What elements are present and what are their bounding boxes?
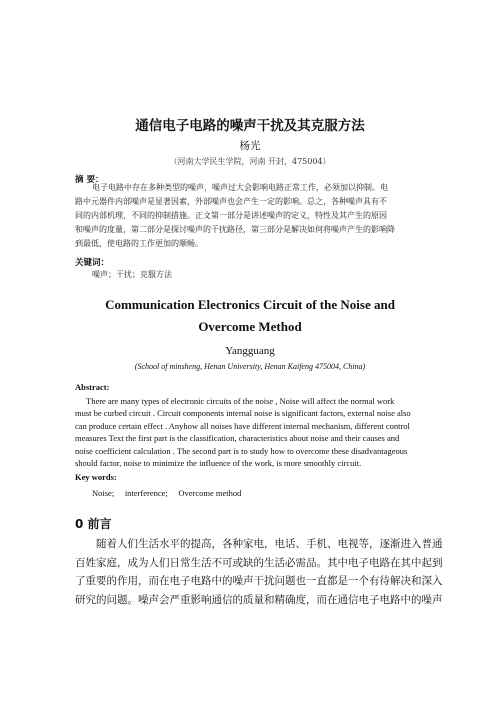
english-affiliation: (School of minsheng, Henan University, Henan Kaifeng 475004, China) (134, 362, 366, 371)
english-abstract-line: There are many types of electronic circuits of the noise , Noise will affect the normal work (86, 396, 395, 406)
chinese-abstract-line: 电子电路中存在多种类型的噪声，噪声过大会影响电路正常工作，必须加以抑制。电 (92, 183, 388, 192)
english-abstract-line: noise coefficient calculation . The second part is to study how to overcome these disadvantageous (75, 445, 408, 456)
english-abstract-line: measures Text the first part is the classification, characteristics about noise and their causes and (75, 433, 400, 444)
introduction-line: 研究的问题。噪声会严重影响通信的质量和精确度，而在通信电子电路中的噪声 (75, 593, 443, 606)
chinese-abstract-line: 和噪声的度量，第二部分是探讨噪声的干扰路径，第三部分是解决如何将噪声产生的影响降 (75, 225, 395, 234)
chinese-title: 通信电子电路的噪声干扰及其克服方法 (135, 118, 365, 134)
chinese-affiliation: （河南大学民生学院，河南 开封，475004） (169, 157, 331, 166)
english-title-line: Communication Electronics Circuit of the Noise and (105, 297, 395, 312)
chinese-abstract (75, 181, 435, 251)
english-author: Yangguang (225, 345, 275, 357)
english-keywords-label: Key words: (75, 472, 117, 482)
chinese-author: 杨光 (239, 140, 261, 152)
english-abstract-line: must be curbed circuit . Circuit components internal noise is significant factors, external noise also (75, 408, 411, 419)
chinese-abstract-line: 到最低，使电路的工作更加的顺畅。 (75, 239, 203, 248)
english-abstract-line: can produce certain effect . Anyhow all noises have different internal mechanism, different control (75, 420, 410, 431)
english-abstract-line: should factor, noise to minimize the influence of the work, is more smoothly circuit. (75, 458, 362, 469)
english-abstract (75, 395, 430, 469)
chinese-abstract-line: 路中元器件内部噪声是显著因素，外部噪声也会产生一定的影响。总之，各种噪声具有不 (75, 197, 387, 206)
introduction-line: 了重要的作用，而在电子电路中的噪声干扰问题也一直都是一个有待解决和深入 (75, 575, 443, 588)
english-keywords: Noise; interference; Overcome method (92, 488, 242, 498)
introduction-text (75, 535, 443, 609)
english-abstract-label: Abstract: (75, 382, 110, 392)
introduction-line: 随着人们生活水平的提高，各种家电，电话、手机、电视等，逐渐进入普通 (96, 538, 443, 550)
english-title (0, 294, 500, 338)
chinese-keywords: 噪声；干扰；克服方法 (92, 270, 172, 279)
chinese-abstract-line: 同的内部机理，不同的抑制措施。正文第一部分是讲述噪声的定义，特性及其产生的原因 (75, 211, 387, 220)
english-title-line: Overcome Method (198, 319, 302, 334)
chinese-abstract-label: 摘 要： (75, 175, 104, 185)
chinese-keywords-label: 关键词： (75, 258, 110, 268)
section-heading: 0 前言 (75, 517, 112, 531)
introduction-line: 百姓家庭，成为人们日常生活不可或缺的生活必需品。其中电子电路在其中起到 (75, 556, 443, 569)
